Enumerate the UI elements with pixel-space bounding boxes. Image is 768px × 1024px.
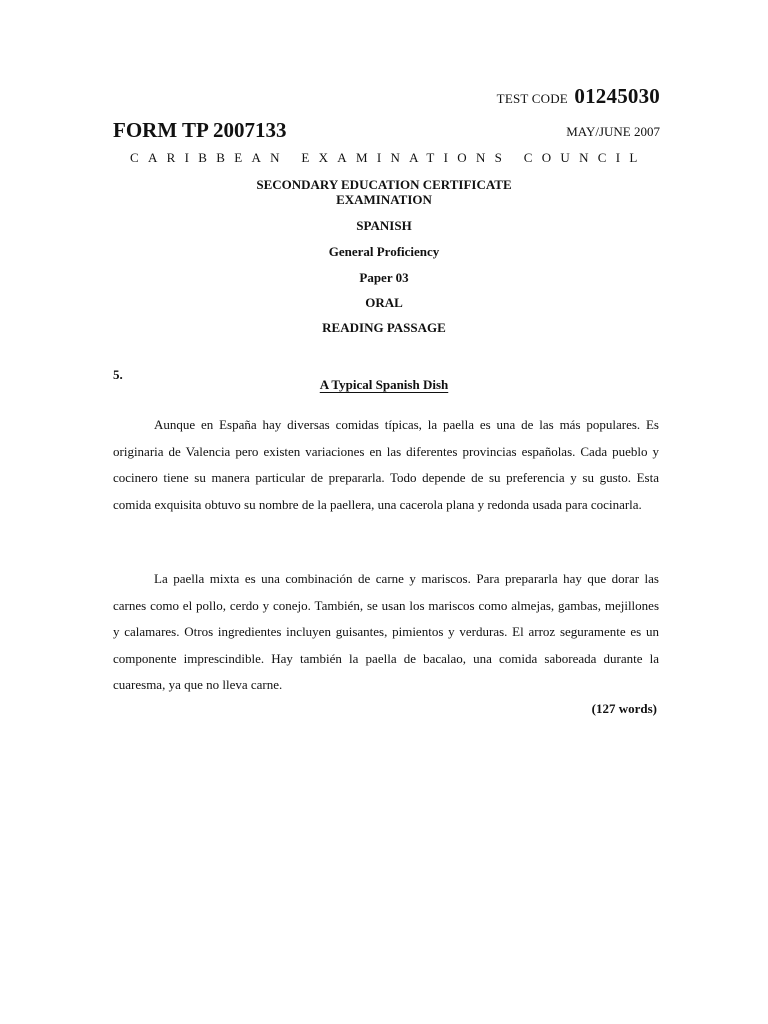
passage-paragraph-1: Aunque en España hay diversas comidas típicas, la paella es una de las más populares. Es originaria de Valencia pero existen variaciones en las diferentes provincias españolas. Cada pueblo y cocinero tiene su manera particular de prepararla. Todo depende de su preferencia y su gusto. Esta comida exquisita obtuvo su nombre de la paellera, una cacerola plana y redonda usada para cocinarla. [113,417,659,512]
question-number: 5. [113,367,123,382]
subject: SPANISH [356,218,412,233]
certificate-title [0,177,768,207]
test-code [497,84,660,109]
certificate-line-2: EXAMINATION [336,192,432,207]
form-id: FORM TP 2007133 [113,118,287,142]
paper-number: Paper 03 [359,270,409,285]
test-code-label: TEST CODE [496,91,568,106]
council-name: CARIBBEAN EXAMINATIONS COUNCIL [130,150,647,165]
exam-date: MAY/JUNE 2007 [566,124,660,139]
passage-title-text: A Typical Spanish Dish [319,377,449,392]
word-count: (127 words) [591,701,657,716]
proficiency-level: General Proficiency [328,244,440,259]
passage-paragraph-2: La paella mixta es una combinación de carne y mariscos. Para prepararla hay que dorar las carnes como el pollo, cerdo y conejo. También, se usan los mariscos como almejas, gambas, mejillones y calamares. Otros ingredientes incluyen guisantes, pimientos y verduras. El arroz seguramente es un componente imprescindible. Hay también la paella de bacalao, una comida saboreada durante la cuaresma, ya que no lleva carne. [113,571,659,692]
passage-title [0,377,768,393]
section-title: READING PASSAGE [322,320,446,335]
certificate-line-1: SECONDARY EDUCATION CERTIFICATE [256,177,512,192]
test-code-number: 01245030 [574,84,660,108]
exam-component: ORAL [365,295,403,310]
